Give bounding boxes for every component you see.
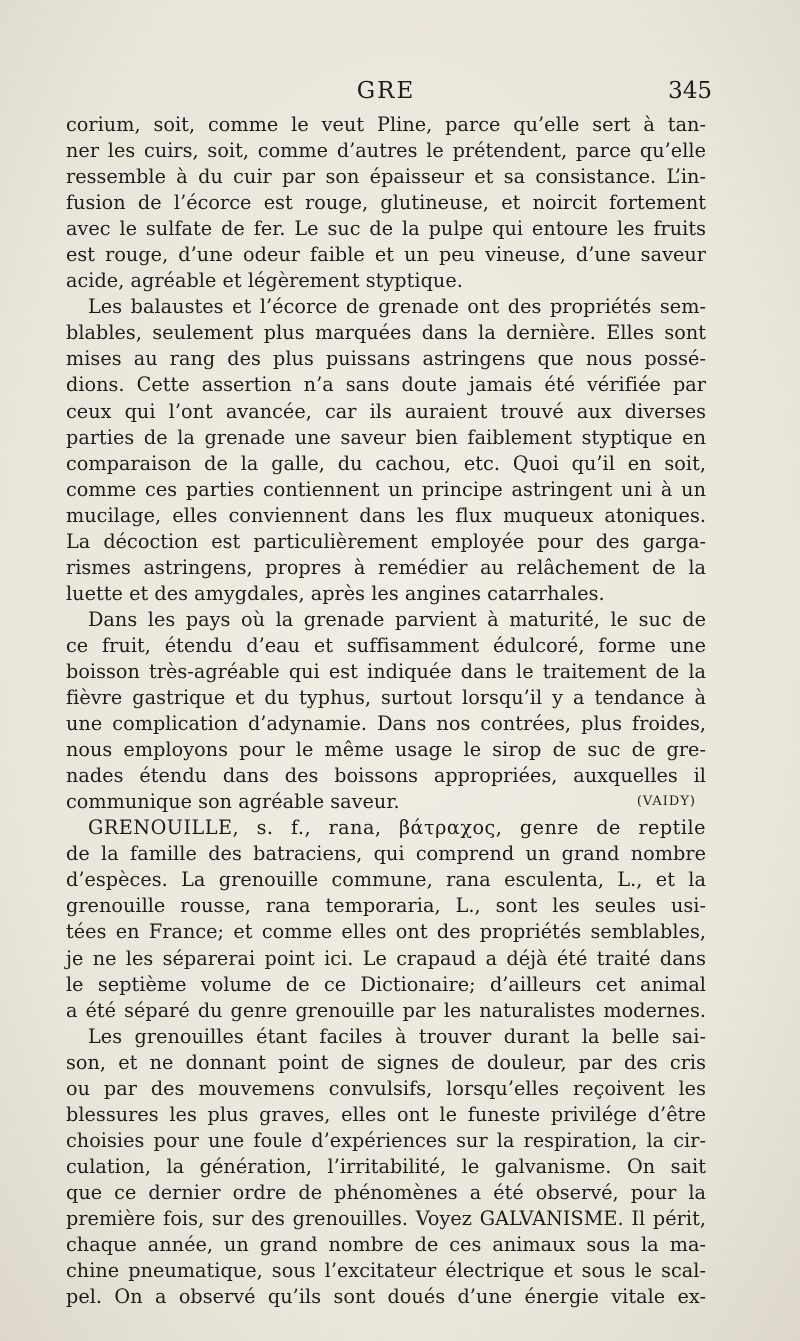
text-line: La décoction est particulièrement employée pour des garga-	[66, 529, 706, 553]
text-line: ressemble à du cuir par son épaisseur et sa consistance. L’in-	[66, 165, 706, 189]
text-line	[66, 789, 706, 815]
paragraph-balaustes	[66, 294, 706, 607]
text-line: culation, la génération, l’irritabilité, le galvanisme. On sait	[66, 1154, 706, 1178]
author-signature: (VAIDY)	[636, 794, 696, 810]
text-line: une complication d’adynamie. Dans nos contrées, plus froides,	[66, 712, 706, 736]
text-line: mucilage, elles conviennent dans les flux muqueux atoniques.	[66, 503, 706, 527]
text-line: est rouge, d’une odeur faible et un peu vineuse, d’une saveur	[66, 243, 706, 267]
text-line: Les grenouilles étant faciles à trouver durant la belle sai-	[88, 1024, 706, 1048]
text-line: blessures les plus graves, elles ont le funeste privilége d’être	[66, 1102, 706, 1126]
page-number: 345	[668, 78, 712, 104]
text-line: acide, agréable et légèrement styptique.	[66, 269, 463, 293]
text-line: de la famille des batraciens, qui comprend un grand nombre	[66, 842, 706, 866]
text-line: a été séparé du genre grenouille par les naturalistes modernes.	[66, 998, 706, 1022]
text-line: son, et ne donnant point de signes de douleur, par des cris	[66, 1050, 706, 1074]
text-line: parties de la grenade une saveur bien faiblement styptique en	[66, 425, 706, 449]
text-line: comparaison de la galle, du cachou, etc. Quoi qu’il en soit,	[66, 451, 706, 475]
text-line: rismes astringens, propres à remédier au relâchement de la	[66, 555, 706, 579]
paragraph-pomegranate-juice	[66, 607, 706, 815]
text-line: première fois, sur des grenouilles. Voyez GALVANISME. Il périt,	[66, 1206, 706, 1230]
text-line: avec le sulfate de fer. Le suc de la pulpe qui entoure les fruits	[66, 217, 706, 241]
text-line: pel. On a observé qu’ils sont doués d’une énergie vitale ex-	[66, 1285, 706, 1309]
text-line: boisson très-agréable qui est indiquée dans le traitement de la	[66, 659, 706, 683]
running-title: GRE	[356, 78, 416, 104]
text-line: chaque année, un grand nombre de ces animaux sous la ma-	[66, 1233, 706, 1257]
text-line: Dans les pays où la grenade parvient à maturité, le suc de	[88, 607, 706, 631]
paragraph-frog-experiments	[66, 1024, 706, 1311]
text-line: ceux qui l’ont avancée, car ils auraient trouvé aux diverses	[66, 399, 706, 423]
text-line: blables, seulement plus marquées dans la dernière. Elles sont	[66, 321, 706, 345]
closing-line: communique son agréable saveur.	[66, 790, 400, 814]
text-line: ou par des mouvemens convulsifs, lorsqu’elles reçoivent les	[66, 1076, 706, 1100]
text-line: fièvre gastrique et du typhus, surtout lorsqu’il y a tendance à	[66, 686, 706, 710]
text-line: nous employons pour le même usage le sirop de suc de gre-	[66, 738, 706, 762]
paragraph-pomegranate-bark	[66, 112, 706, 294]
text-line: je ne les séparerai point ici. Le crapaud a déjà été traité dans	[66, 946, 706, 970]
running-head	[66, 78, 712, 108]
text-line: fusion de l’écorce est rouge, glutineuse, et noircit fortement	[66, 191, 706, 215]
text-line: tées en France; et comme elles ont des propriétés semblables,	[66, 920, 706, 944]
text-line: mises au rang des plus puissans astringens que nous possé-	[66, 347, 706, 371]
text-line: ce fruit, étendu d’eau et suffisamment édulcoré, forme une	[66, 633, 706, 657]
text-line: d’espèces. La grenouille commune, rana esculenta, L., et la	[66, 868, 706, 892]
text-line: le septième volume de ce Dictionaire; d’ailleurs cet animal	[66, 972, 706, 996]
text-line: nades étendu dans des boissons appropriées, auxquelles il	[66, 764, 706, 788]
text-line: ner les cuirs, soit, comme d’autres le prétendent, parce qu’elle	[66, 139, 706, 163]
text-line: luette et des amygdales, après les angines catarrhales.	[66, 581, 605, 605]
text-line: choisies pour une foule d’expériences sur la respiration, la cir-	[66, 1128, 706, 1152]
text-line: Les balaustes et l’écorce de grenade ont des propriétés sem-	[88, 295, 706, 319]
text-line: que ce dernier ordre de phénomènes a été observé, pour la	[66, 1180, 706, 1204]
entry-headline: GRENOUILLE, s. f., rana, βάτραχος, genre de reptile	[88, 816, 706, 840]
entry-grenouille	[66, 815, 706, 1023]
text-line: corium, soit, comme le veut Pline, parce qu’elle sert à tan-	[66, 113, 706, 136]
page-body	[66, 112, 706, 1310]
text-line: comme ces parties contiennent un principe astringent uni à un	[66, 477, 706, 501]
text-line: chine pneumatique, sous l’excitateur électrique et sous le scal-	[66, 1259, 706, 1283]
text-line: grenouille rousse, rana temporaria, L., sont les seules usi-	[66, 894, 706, 918]
text-line: dions. Cette assertion n’a sans doute jamais été vérifiée par	[66, 373, 706, 397]
